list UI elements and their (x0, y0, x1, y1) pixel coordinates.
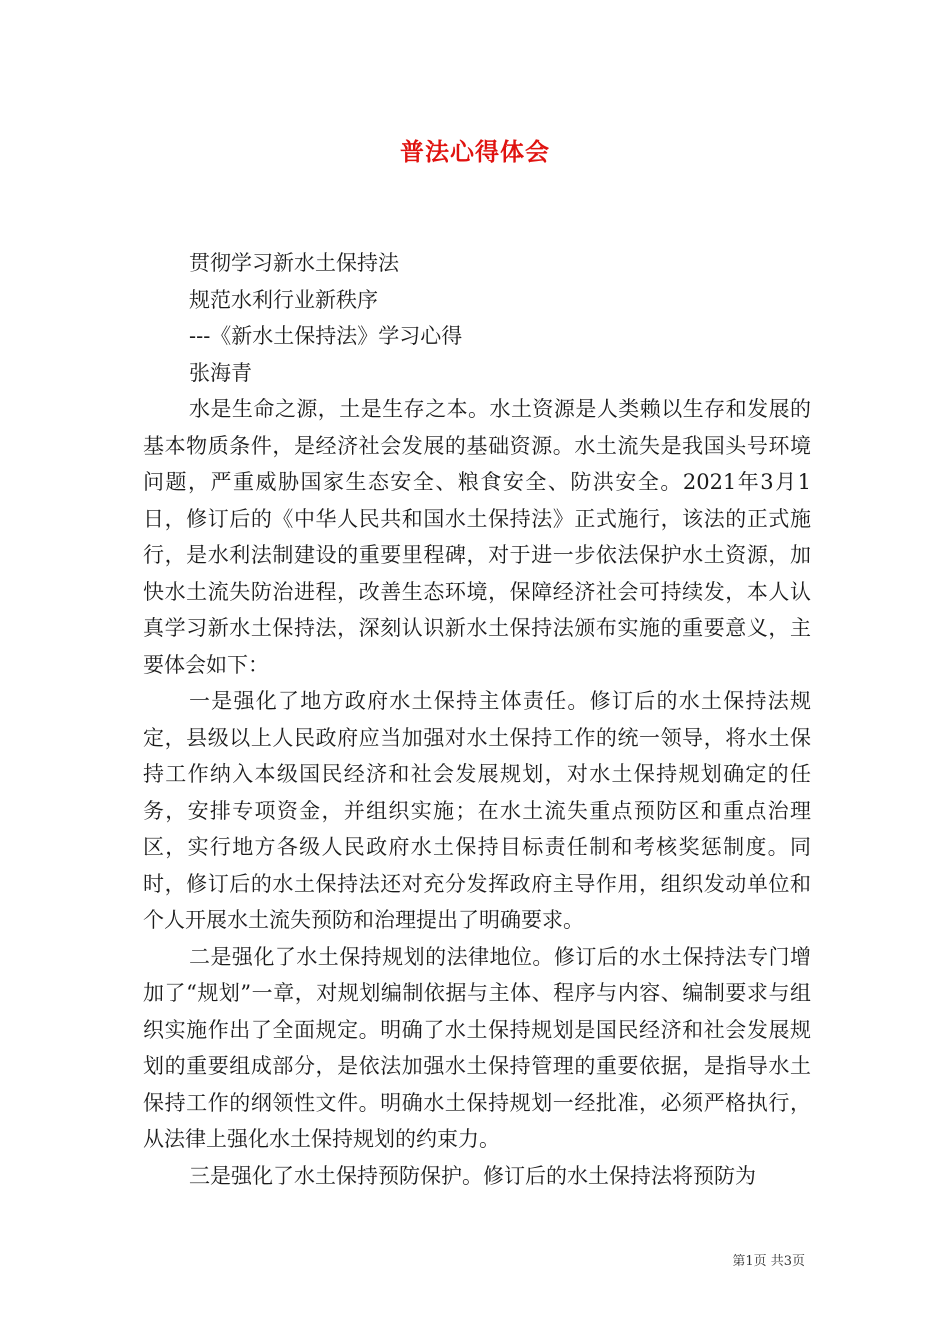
paragraph: 水是生命之源，土是生存之本。水土资源是人类赖以生存和发展的基本物质条件，是经济社会发展的基础资源。水土流失是我国头号环境问题，严重威胁国家生态安全、粮食安全、防洪安全。2021年3月1日，修订后的《中华人民共和国水土保持法》正式施行，该法的正式施行，是水利法制建设的重要里程碑，对于进一步依法保护水土资源，加快水土流失防治进程，改善生态环境，保障经济社会可持续发，本人认真学习新水土保持法，深刻认识新水土保持法颁布实施的重要意义，主要体会如下： (143, 397, 811, 677)
page-number: 第1页 共3页 (732, 1254, 805, 1269)
author-name: 张海青 (189, 360, 252, 385)
paragraph: 二是强化了水土保持规划的法律地位。修订后的水土保持法专门增加了“规划”一章，对规划编制依据与主体、程序与内容、编制要求与组织实施作出了全面规定。明确了水土保持规划是国民经济和社会发展规划的重要组成部分，是依法加强水土保持管理的重要依据，是指导水土保持工作的纲领性文件。明确水土保持规划一经批准，必须严格执行，从法律上强化水土保持规划的约束力。 (143, 944, 811, 1151)
heading-line: 贯彻学习新水土保持法 (189, 251, 399, 275)
paragraph: 一是强化了地方政府水土保持主体责任。修订后的水土保持法规定，县级以上人民政府应当加强对水土保持工作的统一领导，将水土保持工作纳入本级国民经济和社会发展规划，对水土保持规划确定的任务，安排专项资金，并组织实施；在水土流失重点预防区和重点治理区，实行地方各级人民政府水土保持目标责任制和考核奖惩制度。同时，修订后的水土保持法还对充分发挥政府主导作用，组织发动单位和个人开展水土流失预防和治理提出了明确要求。 (143, 689, 811, 932)
document-title: 普法心得体会 (400, 137, 550, 166)
heading-line: ---《新水土保持法》学习心得 (189, 324, 463, 348)
document-body (143, 245, 811, 1194)
paragraph: 三是强化了水土保持预防保护。修订后的水土保持法将预防为 (189, 1163, 756, 1188)
heading-line: 规范水利行业新秩序 (189, 287, 378, 312)
